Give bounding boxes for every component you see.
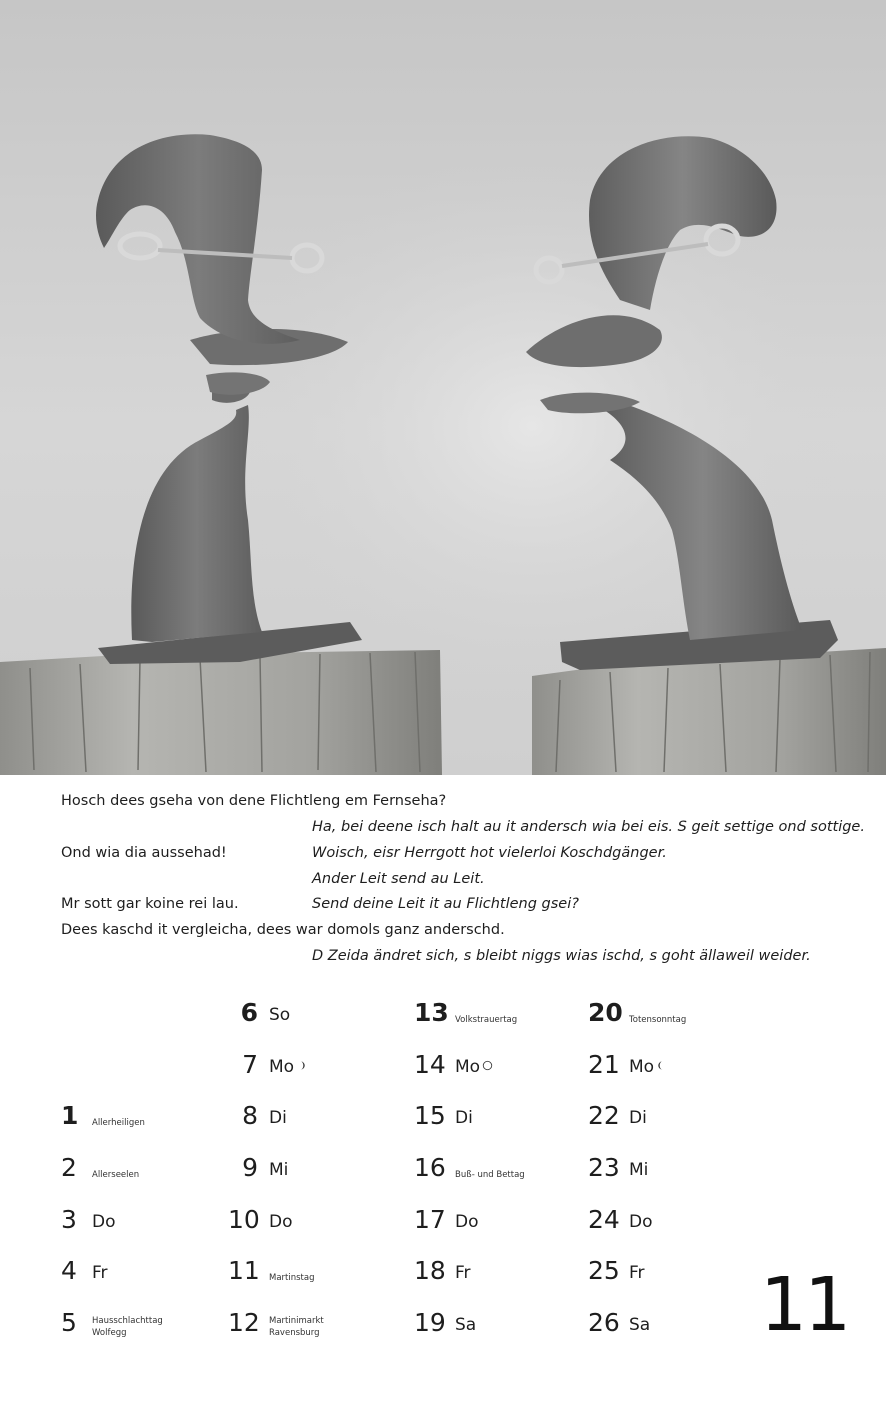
day-number: 25 [588, 1256, 620, 1285]
holiday-label: Hausschlachttag [92, 1316, 163, 1326]
left-wood-post [0, 650, 442, 775]
holiday-label: Allerheiligen [92, 1118, 145, 1128]
weekday-label: Sa [455, 1315, 477, 1335]
holiday-label: Martinimarkt [269, 1316, 324, 1326]
poem-line: Hosch dees gseha von dene Flichtleng em Fernseha? [61, 793, 447, 809]
weekday-label: Fr [92, 1263, 108, 1283]
day-number: 4 [61, 1256, 77, 1285]
holiday-label: Volkstrauertag [455, 1015, 518, 1025]
day-number: 5 [61, 1308, 77, 1337]
calendar-day-23 [0, 1153, 886, 1183]
day-number: 24 [588, 1205, 620, 1234]
holiday-label: Buß- und Bettag [455, 1170, 525, 1180]
poem-line: Mr sott gar koine rei lau. [61, 896, 239, 912]
holiday-label: Martinstag [269, 1273, 315, 1283]
day-number: 7 [242, 1050, 258, 1079]
weekday-label: Fr [629, 1263, 645, 1283]
day-number: 6 [240, 998, 258, 1027]
weekday-label: Fr [455, 1263, 471, 1283]
day-number: 3 [61, 1205, 77, 1234]
waxing-half-moon-icon [656, 1060, 667, 1071]
weekday-label: Mo [455, 1057, 481, 1077]
day-number: 17 [414, 1205, 446, 1234]
calendar-day-20 [0, 998, 886, 1028]
calendar-day-24 [0, 1205, 886, 1235]
day-number: 9 [242, 1153, 258, 1182]
day-number: 2 [61, 1153, 77, 1182]
weekday-label: So [269, 1005, 291, 1025]
weekday-label: Mo [269, 1057, 295, 1077]
weekday-label: Di [455, 1108, 473, 1128]
day-number: 8 [242, 1101, 258, 1130]
day-number: 22 [588, 1101, 620, 1130]
poem-reply-line: Ander Leit send au Leit. [312, 871, 485, 887]
month-number: 11 [760, 1262, 849, 1348]
weekday-label: Do [455, 1212, 479, 1232]
calendar-day-25 [0, 1256, 886, 1286]
weekday-label: Di [629, 1108, 647, 1128]
poem-line: Dees kaschd it vergleicha, dees war domols ganz anderschd. [61, 922, 505, 938]
weekday-label: Mi [269, 1160, 289, 1180]
calendar-day-26 [0, 1308, 886, 1338]
poem-line: Ond wia dia aussehad! [61, 845, 227, 861]
calendar-day-21 [0, 1050, 886, 1080]
poem-reply-line: Woisch, eisr Herrgott hot vielerloi Koschdgänger. [312, 845, 667, 861]
holiday-label-line2: Ravensburg [269, 1328, 320, 1338]
holiday-label-line2: Wolfegg [92, 1328, 127, 1338]
day-number: 12 [228, 1308, 260, 1337]
day-number: 11 [228, 1256, 260, 1285]
day-number: 20 [588, 998, 623, 1027]
day-number: 13 [414, 998, 449, 1027]
day-number: 26 [588, 1308, 620, 1337]
day-number: 23 [588, 1153, 620, 1182]
weekday-label: Do [629, 1212, 653, 1232]
poem-reply-line: D Zeida ändret sich, s bleibt niggs wias ischd, s goht ällaweil weider. [312, 948, 811, 964]
day-number: 19 [414, 1308, 446, 1337]
weekday-label: Sa [629, 1315, 651, 1335]
day-number: 16 [414, 1153, 446, 1182]
weekday-label: Do [92, 1212, 116, 1232]
day-number: 14 [414, 1050, 446, 1079]
day-number: 18 [414, 1256, 446, 1285]
day-number: 1 [61, 1101, 79, 1130]
calendar-day-22 [0, 1101, 886, 1131]
poem-reply-line: Send deine Leit it au Flichtleng gsei? [312, 896, 579, 912]
weekday-label: Do [269, 1212, 293, 1232]
day-number: 15 [414, 1101, 446, 1130]
day-number: 10 [228, 1205, 260, 1234]
weekday-label: Mi [629, 1160, 649, 1180]
day-number: 21 [588, 1050, 620, 1079]
holiday-label: Allerseelen [92, 1170, 140, 1180]
poem-reply-line: Ha, bei deene isch halt au it andersch wia bei eis. S geit settige ond sottige. [312, 819, 865, 835]
holiday-label: Totensonntag [629, 1015, 687, 1025]
weekday-label: Mo [629, 1057, 655, 1077]
weekday-label: Di [269, 1108, 287, 1128]
